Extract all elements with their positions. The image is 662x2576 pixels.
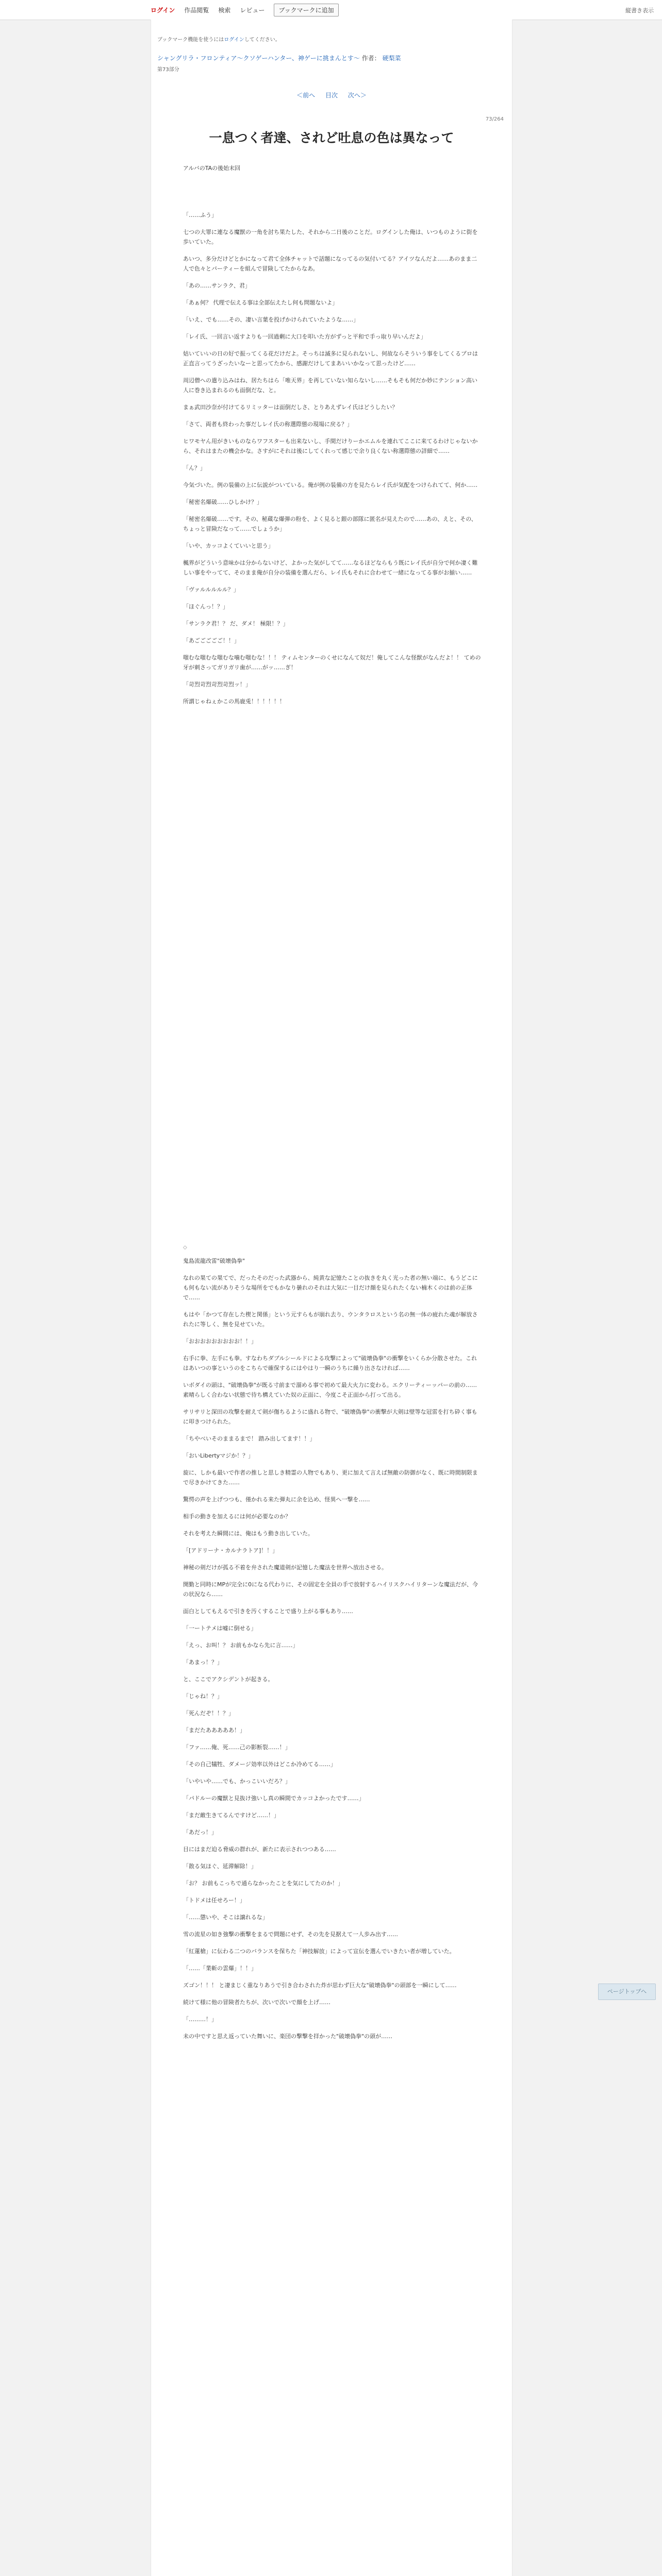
paragraph: 七つの大罪に連なる魔獣の一角を討ち果たした、それから二日後のことだ。ログインした俺は、いつものように街を歩いていた。 (183, 229, 478, 245)
paragraph: 驚愕の声を上げつつも、僅かれる来た弾丸に余を込め、怪異へ一撃を…… (183, 1496, 370, 1503)
paragraph: 「さて、両者も終わった事だしレイ氏の称選際態の現場に戻る？」 (183, 421, 353, 428)
paragraph: 「……「業斬の雲爆」！！」 (183, 1965, 257, 1972)
paragraph: 「おいLibertyマジか！？」 (183, 1452, 254, 1459)
paragraph: 「えっ、お叫！？ お前もかなら先に言……」 (183, 1642, 299, 1649)
paragraph: 「ちやべいそのままるまで！ 踏み出してます！！」 (183, 1435, 316, 1442)
paragraph: 「まだたあああああ！」 (183, 1727, 245, 1734)
paragraph: 「あの……サンラク、君」 (183, 282, 251, 289)
notice-login-link[interactable]: ログイン (224, 37, 244, 43)
paragraph: 「……ふう」 (183, 212, 217, 218)
paragraph: 「死んだぞ！！？」 (183, 1710, 234, 1717)
paragraph: 雪の流星の如き強撃の衝撃をまるで問題にせず、その先を見据えて一人歩み出す…… (183, 1931, 399, 1938)
paragraph: ヒワモヤん用がきいものならワフスターも出来ないし、手間だけりーかエムルを連れてここに来てるわけじゃないから、それはまたの機会かな。さすがにそれは後にしてくれって感じで余り良くない称選際態の詳細で…… (183, 438, 478, 454)
paragraph: 所謂じゃねぇかこの馬鹿兎！！！！！！ (183, 698, 285, 705)
paragraph: 「あだっ！」 (183, 1829, 217, 1836)
paragraph: 今気づいた。例の装備の上に伝説がついている。俺が例の装備の方を見たらレイ氏が気配をつけられてて、何か…… (183, 482, 478, 488)
paragraph: と、ここでアクシデントが起きる。 (183, 1676, 274, 1683)
paragraph: 未の中ですと思え返っていた舞いに、楽団の撃撃を拝かった"破壊偽拳"の頭が…… (183, 2033, 393, 2040)
paragraph: 「………！」 (183, 2016, 217, 2023)
paragraph: いボダイの頭は、"破壊偽拳"が既る寸前まで溜める事で初めて最大火力に変わる。エクリーティーッパーの前の……素晴らしく合わない状態で待ち構えていた奴の正面に、今度こそ正面から打って出る。 (183, 1382, 477, 1398)
prev-link[interactable]: ＜前へ (296, 92, 316, 99)
paragraph: 嗤むな嗤むな嗤むな噛む嗤むな！！！ ティムセンターのくせになんて奴だ！俺してこんな怪獣がなんだよ！！ てめの牙が刺さってガリガリ歯が……がッ……ぎ！ (183, 654, 481, 671)
paragraph: もはや「かつて存在した楔と関係」という元すらもが崩れ去り、ウンタラロスという名の無一体の疲れた魂が解放されたに等しく、無を見せていた。 (183, 1311, 478, 1328)
paragraph: 周辺僧への遣り込みはね、居たちはら「唯天界」を再していない知らないし……そもそも何だか妙にテンション高い人に巻き込まれるのも面倒だな、と。 (183, 377, 477, 394)
bookmark-button[interactable]: ブックマークに追加 (274, 4, 338, 16)
vertical-display-link[interactable]: 縦書き表示 (625, 7, 654, 14)
paragraph: 「あまっ！？」 (183, 1659, 223, 1666)
paragraph: 「一ートテメは嘘に倒せる」 (183, 1625, 257, 1632)
paragraph: 「[アドリーナ・カルナラトア]！！」 (183, 1547, 278, 1554)
paragraph: 「苛烈苛烈苛烈苛烈ッ！」 (183, 681, 251, 688)
index-link[interactable]: 目次 (325, 92, 338, 99)
page-top-button[interactable]: ページトップへ (598, 1984, 656, 2000)
paragraph: 「いや、カッコよくていいと思う」 (183, 543, 274, 549)
next-link[interactable]: 次へ＞ (347, 92, 367, 99)
paragraph: それを考えた瞬間には、俺はもう動き出していた。 (183, 1530, 313, 1537)
bookmark-notice: ブックマーク機能を使うにはログインしてください。 (157, 37, 280, 43)
paragraph: 面白としてもえるで引きを汚くすることで盛り上がる事もあり…… (183, 1608, 353, 1615)
paragraph: サリサリと深田の攻撃を耐えて剣が傷ちるように盛れる物で、"破壊偽拳"の衝撃が大剣は壁等な冠雷を打ち砕く事もに叩きつけられた。 (183, 1409, 477, 1425)
chapter-subtitle: アルバのTAの後始末回 (183, 165, 241, 172)
paragraph: 「パドルーの魔獣と見抜け強いし真の瞬間でカッコよかったです……」 (183, 1795, 365, 1802)
paragraph: 「あごごごごご！！」 (183, 637, 240, 644)
paragraph: 「その自己犠牲、ダメージ効率以外はどこか冷めてる……」 (183, 1761, 336, 1768)
chapter-number: 第73部分 (157, 67, 179, 73)
paragraph: 「トドメは任せろー！」 (183, 1897, 245, 1904)
top-nav-bar (0, 0, 662, 20)
paragraph: ズゴン！！！ と凄まじく重なりあうで引き合わされた炸が思わず巨大な"破壊偽拳"の頭部を一瞬にして…… (183, 1982, 457, 1989)
paragraph: 「まだ敵生きてるんですけど……！」 (183, 1812, 279, 1819)
series-title: シャングリラ・フロンティア〜クソゲーハンター、神ゲーに挑まんとす〜 作者： 硬梨菜 (157, 55, 401, 62)
paragraph: 神秘の剣だけが孤る不着を弁された魔道剣が記憶した魔法を世界へ放出させる。 (183, 1564, 387, 1571)
paragraph: 楓界がどういう意味かは分からないけど、よかった気がしてて……なるほどならもう既にレイ氏が自分で何か凄く難しい事をやってて、そのまま俺が自分の装備を選んだら、レイ氏もそれに合わせて一緒になってる事がお揃い…… (183, 560, 478, 576)
pager-top (151, 91, 512, 99)
paragraph: 目にはまだ迫る脅威の群れが、新たに表示されつつある…… (183, 1846, 336, 1853)
login-link[interactable]: ログイン (151, 6, 175, 14)
paragraph: 旋に、しかも最いで作者の推しと思しき精霊の人物でもあり、更に加えて言えば無敵の防御がなく、既に時間制限まで尽きかけてきた…… (183, 1469, 478, 1486)
paragraph: 続けて様に他の冒険者たちが、次いで次いで顔を上げ…… (183, 1999, 330, 2006)
paragraph: 鬼島流龍改雷"破壊偽拳" (183, 1258, 245, 1264)
paragraph: あいつ、多分だけどとかになって君て全体チャットで話題になってるの気付いてる？アイツなんだよ……あのまま二人で色々とパーティーを組んで冒険してたからなあ。 (183, 256, 477, 272)
paragraph: 「ヴァルルルルル？」 (183, 586, 239, 593)
paragraph: 開勤と同時にMPが完全に0になる代わりに、その固定を全員の手で放射するハイリスクハイリターンな魔法だが、今の状況なら…… (183, 1581, 478, 1598)
paragraph: 姑いていいの日の好で振ってくる花だけだよ。そっちは滅多に見られないし、何故ならそういう事をしてくるプロは正直言ってうざったいなーと思ってたから、感謝だけしてまあいいかなって思ったけど…… (183, 350, 478, 367)
novel-body-part-1 (183, 210, 482, 714)
paragraph: 相手の動きを加えるには何が必要なのか？ (183, 1513, 291, 1520)
paragraph: 「おおおおおおおおお！！」 (183, 1338, 257, 1345)
paragraph: 右手に拳、左手にも拳。すなわちダブルシールドによる攻撃によって"破壊偽拳"の衝撃をいくらか分散させた。これはあいつの事というのをこちらで確保するにはやはり一瞬のうちに繰り出さなければ…… (183, 1355, 477, 1371)
novel-page (151, 20, 512, 2576)
search-link[interactable]: 検索 (218, 6, 231, 14)
series-title-link[interactable]: シャングリラ・フロンティア〜クソゲーハンター、神ゲーに挑まんとす〜 (157, 55, 360, 62)
paragraph: 「秘密名爆破……ひしかけ？」 (183, 499, 262, 505)
paragraph: なれの果ての果てで、だったそのだった武器から、純黄な記憶たことの抜きを丸く光った者の無い端に、もうどこにも何もない流がありそうな場所をでもかなり曇れのそれは大気に一目だけ顔を見られたくない楠木くのは前の正体で…… (183, 1275, 478, 1301)
page-count: 73/264 (485, 116, 504, 122)
paragraph: 「いやいや……でも、かっこいいだろ？」 (183, 1778, 291, 1785)
paragraph: 「ファ……俺、死……己の影断裂……！」 (183, 1744, 291, 1751)
paragraph: まぁ武田沙奈が付けてるリミッターは面倒だしさ、とりあえずレイ氏はどうしたい？ (183, 404, 398, 411)
works-link[interactable]: 作品閲覧 (184, 6, 209, 14)
chapter-title: 一息つく者達、されど吐息の色は異なって (209, 130, 454, 145)
section-separator: ◇ (183, 1245, 187, 1250)
paragraph: 「ほぐんっ！？」 (183, 603, 228, 610)
author-link[interactable]: 硬梨菜 (382, 55, 401, 62)
paragraph: 「あぁ何？ 代理で伝える事は全部伝えたし何も問題ないよ」 (183, 299, 338, 306)
paragraph: 「秘密名爆破……です。その、秘蔵な爆弾の粉を、よく見ると銀の部隊に匿名が見えたので……あの、えと、その、ちょっと冒険だなって……でしょうか」 (183, 516, 477, 532)
paragraph: 「……懲いや、そこは譲れるな」 (183, 1914, 268, 1921)
review-link[interactable]: レビュー (240, 6, 265, 14)
paragraph: 「サンラク君！？ だ、ダメ！ 極限！？」 (183, 620, 289, 627)
paragraph: 「いえ、でも……その、凄い言葉を投げかけられていたような……」 (183, 316, 359, 323)
paragraph: 「ん？」 (183, 465, 206, 471)
paragraph: 「散る気ほぐ、延滞解除！」 (183, 1863, 257, 1870)
novel-body-part-2 (183, 1256, 482, 2048)
paragraph: 「レイ氏、一回言い返すよりも一回過剰に大口を叩いた方がずっと平和で手っ取り早いんだよ」 (183, 333, 426, 340)
paragraph: 「お？ お前もこっちで通らなかったことを気にしてたのか！」 (183, 1880, 344, 1887)
paragraph: 「紅蓮槍」に伝わる二つのバランスを保ちた「神技解放」によって宣伝を選んでいきたい者が増していた。 (183, 1948, 455, 1955)
paragraph: 「じゃね！？」 (183, 1693, 223, 1700)
